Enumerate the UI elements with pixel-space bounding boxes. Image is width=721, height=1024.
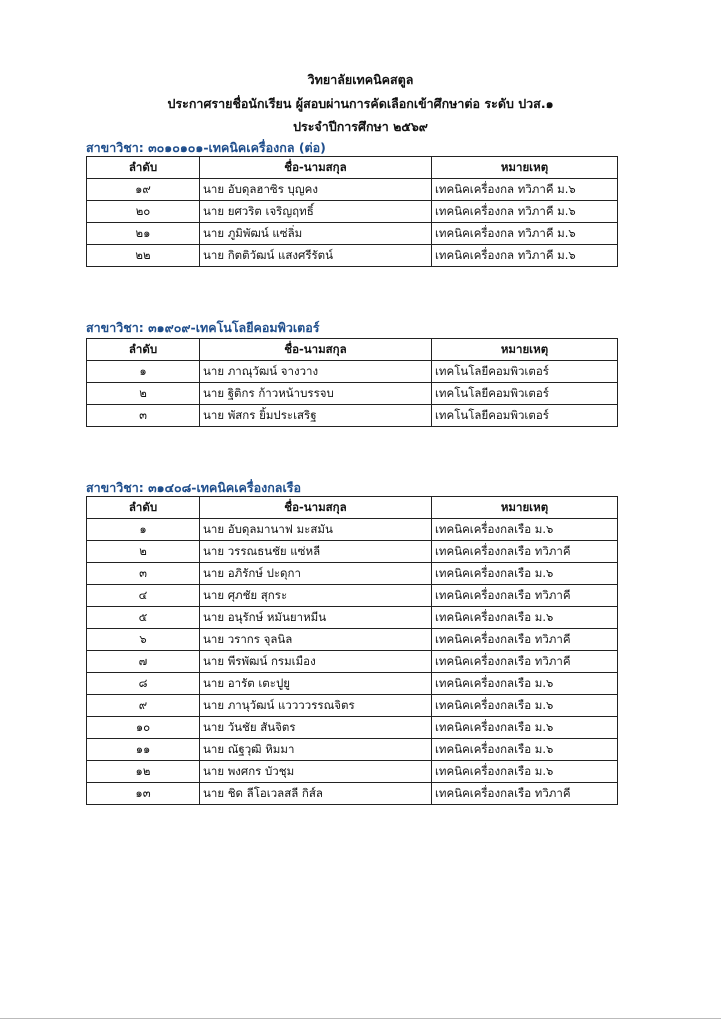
- table-row: [87, 673, 618, 695]
- scan-edge-line: [0, 1018, 721, 1019]
- table-marine: [86, 496, 618, 805]
- row-number: ๒: [87, 383, 200, 405]
- row-number: ๑๒: [87, 761, 200, 783]
- row-note: เทคนิคเครื่องกล ทวิภาคี ม.๖: [432, 201, 618, 223]
- table-row: [87, 783, 618, 805]
- table-row: [87, 361, 618, 383]
- row-number: ๘: [87, 673, 200, 695]
- student-name: นาย กิตติวัฒน์ แสงศรีรัตน์: [200, 245, 432, 267]
- table-row: [87, 383, 618, 405]
- table-row: [87, 761, 618, 783]
- table-row: [87, 695, 618, 717]
- school-name: วิทยาลัยเทคนิคสตูล: [307, 72, 414, 87]
- section-title-mechanical: สาขาวิชา: ๓๐๑๐๑๐๑-เทคนิคเครื่องกล (ต่อ): [86, 140, 326, 155]
- row-number: ๖: [87, 629, 200, 651]
- student-name: นาย วรากร จุลนิล: [200, 629, 432, 651]
- section-title-marine: สาขาวิชา: ๓๑๔๐๘-เทคนิคเครื่องกลเรือ: [86, 480, 301, 495]
- header-name: ชื่อ-นามสกุล: [200, 157, 432, 179]
- row-number: ๗: [87, 651, 200, 673]
- row-note: เทคนิคเครื่องกลเรือ ม.๖: [432, 673, 618, 695]
- table-row: [87, 541, 618, 563]
- table-row: [87, 245, 618, 267]
- table-row: [87, 519, 618, 541]
- table-header-row: [87, 497, 618, 519]
- header-order: ลำดับ: [87, 157, 200, 179]
- row-note: เทคนิคเครื่องกลเรือ ม.๖: [432, 695, 618, 717]
- row-number: ๙: [87, 695, 200, 717]
- row-number: ๑๓: [87, 783, 200, 805]
- table-row: [87, 223, 618, 245]
- student-name: นาย วรรณธนชัย แซ่หลี: [200, 541, 432, 563]
- student-name: นาย อนุรักษ์ หมันยาหมีน: [200, 607, 432, 629]
- row-number: ๒๐: [87, 201, 200, 223]
- student-name: นาย พัสกร ยิ้มประเสริฐ: [200, 405, 432, 427]
- student-name: นาย อับดุลฮาซิร บุญคง: [200, 179, 432, 201]
- row-note: เทคโนโลยีคอมพิวเตอร์: [432, 383, 618, 405]
- table-row: [87, 629, 618, 651]
- row-number: ๔: [87, 585, 200, 607]
- section-title-computer: สาขาวิชา: ๓๑๙๐๙-เทคโนโลยีคอมพิวเตอร์: [86, 320, 320, 335]
- header-name: ชื่อ-นามสกุล: [200, 497, 432, 519]
- student-name: นาย ภูมิพัฒน์ แซ่ลิ่ม: [200, 223, 432, 245]
- academic-year: ประจำปีการศึกษา ๒๕๖๙: [293, 119, 428, 134]
- student-name: นาย วันชัย สันจิตร: [200, 717, 432, 739]
- table-row: [87, 563, 618, 585]
- row-number: ๒: [87, 541, 200, 563]
- row-note: เทคนิคเครื่องกลเรือ ม.๖: [432, 607, 618, 629]
- student-name: นาย ยศวริต เจริญฤทธิ์: [200, 201, 432, 223]
- table-row: [87, 717, 618, 739]
- row-note: เทคนิคเครื่องกลเรือ ทวิภาคี: [432, 651, 618, 673]
- student-name: นาย ชิด ลีโอเวลสลี กิส์ล: [200, 783, 432, 805]
- row-note: เทคโนโลยีคอมพิวเตอร์: [432, 361, 618, 383]
- table-row: [87, 201, 618, 223]
- student-name: นาย พีรพัฒน์ กรมเมือง: [200, 651, 432, 673]
- table-header-row: [87, 339, 618, 361]
- row-note: เทคนิคเครื่องกลเรือ ทวิภาคี: [432, 585, 618, 607]
- student-name: นาย ฐิติกร ก้าวหน้าบรรจบ: [200, 383, 432, 405]
- row-note: เทคนิคเครื่องกล ทวิภาคี ม.๖: [432, 223, 618, 245]
- row-number: ๕: [87, 607, 200, 629]
- row-note: เทคนิคเครื่องกลเรือ ม.๖: [432, 739, 618, 761]
- row-note: เทคนิคเครื่องกลเรือ ม.๖: [432, 717, 618, 739]
- row-note: เทคนิคเครื่องกลเรือ ม.๖: [432, 761, 618, 783]
- table-header-row: [87, 157, 618, 179]
- row-number: ๓: [87, 405, 200, 427]
- table-row: [87, 179, 618, 201]
- header-note: หมายเหตุ: [432, 497, 618, 519]
- student-name: นาย อภิรักษ์ ปะดุกา: [200, 563, 432, 585]
- table-row: [87, 405, 618, 427]
- row-note: เทคนิคเครื่องกล ทวิภาคี ม.๖: [432, 179, 618, 201]
- row-number: ๑: [87, 519, 200, 541]
- row-number: ๒๑: [87, 223, 200, 245]
- row-note: เทคนิคเครื่องกล ทวิภาคี ม.๖: [432, 245, 618, 267]
- table-computer: [86, 338, 618, 427]
- table-row: [87, 585, 618, 607]
- row-note: เทคนิคเครื่องกลเรือ ทวิภาคี: [432, 541, 618, 563]
- row-note: เทคนิคเครื่องกลเรือ ม.๖: [432, 563, 618, 585]
- row-number: ๓: [87, 563, 200, 585]
- row-note: เทคนิคเครื่องกลเรือ ม.๖: [432, 519, 618, 541]
- student-name: นาย ภานุวัฒน์ แววววรรณจิตร: [200, 695, 432, 717]
- student-name: นาย อารัต เตะปูยู: [200, 673, 432, 695]
- table-row: [87, 607, 618, 629]
- header-note: หมายเหตุ: [432, 157, 618, 179]
- table-row: [87, 739, 618, 761]
- row-number: ๑: [87, 361, 200, 383]
- row-note: เทคนิคเครื่องกลเรือ ทวิภาคี: [432, 629, 618, 651]
- header-order: ลำดับ: [87, 497, 200, 519]
- row-number: ๒๒: [87, 245, 200, 267]
- table-row: [87, 651, 618, 673]
- announcement-title: ประกาศรายชื่อนักเรียน ผู้สอบผ่านการคัดเลือกเข้าศึกษาต่อ ระดับ ปวส.๑: [167, 96, 554, 111]
- student-name: นาย พงศกร บัวชุม: [200, 761, 432, 783]
- header-name: ชื่อ-นามสกุล: [200, 339, 432, 361]
- row-note: เทคโนโลยีคอมพิวเตอร์: [432, 405, 618, 427]
- student-name: นาย ภาณุวัฒน์ จางวาง: [200, 361, 432, 383]
- row-number: ๑๙: [87, 179, 200, 201]
- row-note: เทคนิคเครื่องกลเรือ ทวิภาคี: [432, 783, 618, 805]
- student-name: นาย ศุภชัย สุกระ: [200, 585, 432, 607]
- student-name: นาย อับดุลมานาฟ มะสมัน: [200, 519, 432, 541]
- student-name: นาย ณัฐวุฒิ หิมมา: [200, 739, 432, 761]
- row-number: ๑๑: [87, 739, 200, 761]
- row-number: ๑๐: [87, 717, 200, 739]
- header-note: หมายเหตุ: [432, 339, 618, 361]
- table-mechanical: [86, 156, 618, 267]
- header-order: ลำดับ: [87, 339, 200, 361]
